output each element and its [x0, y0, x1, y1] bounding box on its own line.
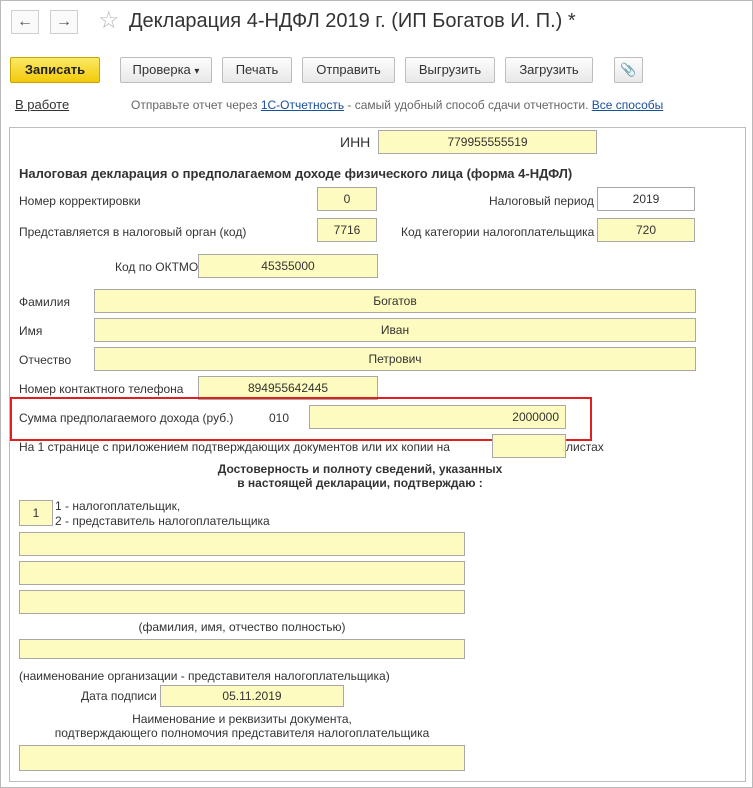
- income-field[interactable]: 2000000: [309, 405, 566, 429]
- paperclip-icon: 📎: [620, 62, 637, 77]
- pages-count-field[interactable]: [492, 434, 566, 458]
- phone-label: Номер контактного телефона: [19, 382, 184, 396]
- oktmo-label: Код по ОКТМО: [115, 260, 199, 274]
- correction-label: Номер корректировки: [19, 194, 141, 208]
- arrow-left-icon: ←: [17, 13, 33, 30]
- patronymic-label: Отчество: [19, 353, 72, 367]
- status-line: [1, 97, 752, 117]
- check-button[interactable]: [120, 57, 212, 83]
- confirm-heading-line-2: в настоящей декларации, подтверждаю :: [237, 476, 483, 490]
- chevron-down-icon: ▾: [194, 66, 200, 77]
- doc-caption-line-2: подтверждающего полномочия представителя налогоплательщика: [54, 726, 430, 740]
- authority-field[interactable]: 7716: [317, 218, 377, 242]
- name-field[interactable]: Иван: [94, 318, 696, 342]
- correction-field[interactable]: 0: [317, 187, 377, 211]
- print-button[interactable]: Печать: [222, 57, 292, 83]
- service-link[interactable]: 1С-Отчетность: [260, 98, 345, 112]
- doc-caption-line-1: Наименование и реквизиты документа,: [132, 712, 352, 726]
- hint-text-before: Отправьте отчет через: [131, 98, 261, 112]
- patronymic-field[interactable]: Петрович: [94, 347, 696, 371]
- arrow-right-icon: →: [56, 13, 72, 30]
- window-title: Декларация 4-НДФЛ 2019 г. (ИП Богатов И. П.) *: [129, 10, 576, 32]
- favorite-star-icon[interactable]: ☆: [98, 7, 120, 34]
- status-link[interactable]: В работе: [15, 97, 70, 112]
- send-button[interactable]: Отправить: [302, 57, 395, 83]
- representative-org-field[interactable]: [19, 639, 465, 659]
- sign-date-field[interactable]: 05.11.2019: [160, 685, 344, 707]
- inn-field[interactable]: 779955555519: [378, 130, 597, 154]
- surname-label: Фамилия: [19, 295, 70, 309]
- signer-surname-field[interactable]: [19, 532, 465, 556]
- pages-suffix-text: листах: [566, 440, 604, 454]
- signer-code-field[interactable]: 1: [19, 500, 53, 526]
- name-label: Имя: [19, 324, 43, 338]
- org-caption: (наименование организации - представителя налогоплательщика): [19, 669, 390, 683]
- confirm-heading-line-1: Достоверность и полноту сведений, указанных: [217, 462, 503, 476]
- hint-text-after: - самый удобный способ сдачи отчетности.: [344, 98, 592, 112]
- income-label: Сумма предполагаемого дохода (руб.): [19, 411, 234, 425]
- category-field[interactable]: 720: [597, 218, 695, 242]
- reporting-hint: [131, 98, 663, 112]
- title-bar: [1, 1, 752, 43]
- phone-field[interactable]: 894955642445: [198, 376, 378, 400]
- oktmo-field[interactable]: 45355000: [198, 254, 378, 278]
- pages-prefix-text: На 1 странице с приложением подтверждающих документов или их копии на: [19, 440, 450, 454]
- period-label: Налоговый период: [489, 194, 594, 208]
- category-label: Код категории налогоплательщика: [401, 225, 595, 239]
- authority-document-field[interactable]: [19, 745, 465, 771]
- signer-option-1: 1 - налогоплательщик,: [55, 499, 181, 513]
- check-button-label: Проверка: [132, 62, 191, 77]
- authority-label: Представляется в налоговый орган (код): [19, 225, 247, 239]
- toolbar: [1, 53, 752, 87]
- signer-patronymic-field[interactable]: [19, 590, 465, 614]
- export-button[interactable]: Выгрузить: [405, 57, 495, 83]
- signer-option-2: 2 - представитель налогоплательщика: [55, 514, 270, 528]
- form-heading: Налоговая декларация о предполагаемом доходе физического лица (форма 4-НДФЛ): [19, 166, 573, 181]
- declaration-form: [9, 127, 746, 782]
- surname-field[interactable]: Богатов: [94, 289, 696, 313]
- forward-button[interactable]: [50, 10, 78, 34]
- all-ways-link[interactable]: Все способы: [591, 98, 664, 112]
- period-field[interactable]: 2019: [597, 187, 695, 211]
- sign-date-label: Дата подписи: [81, 689, 157, 703]
- signer-name-field[interactable]: [19, 561, 465, 585]
- fio-caption: (фамилия, имя, отчество полностью): [138, 620, 346, 634]
- back-button[interactable]: [11, 10, 39, 34]
- income-code: 010: [269, 411, 290, 425]
- inn-label: ИНН: [340, 134, 371, 150]
- save-button[interactable]: Записать: [10, 57, 100, 83]
- import-button[interactable]: Загрузить: [505, 57, 593, 83]
- attach-button[interactable]: [614, 57, 643, 83]
